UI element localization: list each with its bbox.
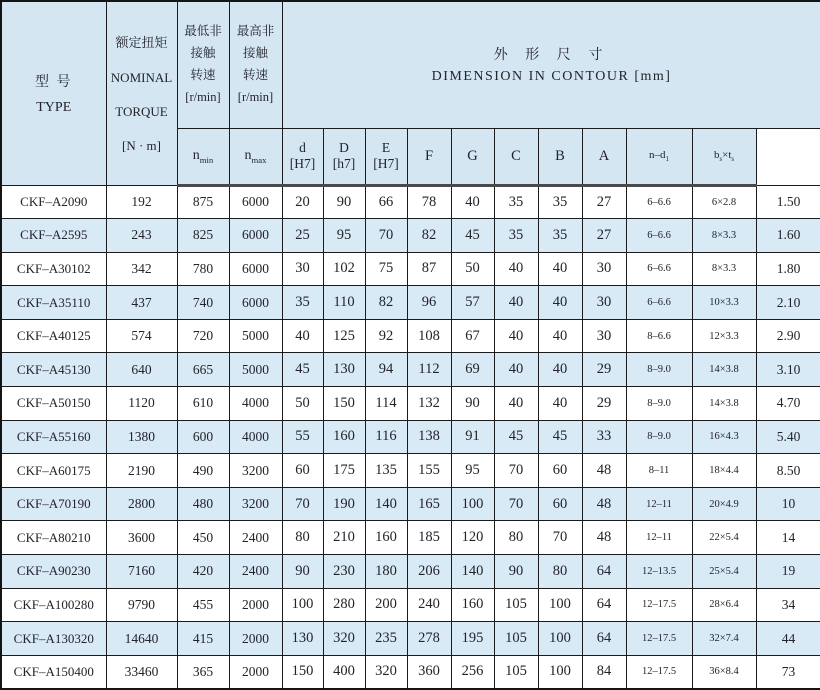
- cell-d: 70: [282, 487, 323, 521]
- header-torque: [106, 1, 177, 185]
- cell-C: 40: [494, 286, 538, 320]
- cell-B: 35: [538, 185, 582, 219]
- cell-G: 50: [451, 252, 494, 286]
- cell-model: CKF–A90230: [1, 555, 106, 589]
- cell-C: 105: [494, 588, 538, 622]
- cell-E: 180: [365, 555, 407, 589]
- cell-d: 55: [282, 420, 323, 454]
- cell-C: 35: [494, 185, 538, 219]
- cell-C: 70: [494, 454, 538, 488]
- cell-D: 110: [323, 286, 365, 320]
- cell-n-d1: 6–6.6: [626, 286, 692, 320]
- cell-nmax: 2400: [229, 521, 282, 555]
- cell-A: 29: [582, 387, 626, 421]
- cell-nmax: 4000: [229, 420, 282, 454]
- cell-E: 75: [365, 252, 407, 286]
- cell-G: 256: [451, 655, 494, 689]
- cell-B: 35: [538, 219, 582, 253]
- table-row: [1, 655, 820, 689]
- cell-nmax: 6000: [229, 252, 282, 286]
- cell-bxt: 6×2.8: [692, 185, 756, 219]
- cell-weight: 4.70: [756, 387, 820, 421]
- header-torque-zh: 额定扭矩: [115, 35, 168, 51]
- cell-n-d1: 12–17.5: [626, 622, 692, 656]
- cell-nmin: 365: [177, 655, 229, 689]
- cell-nmax: 6000: [229, 185, 282, 219]
- cell-model: CKF–A150400: [1, 655, 106, 689]
- cell-nmin: 740: [177, 286, 229, 320]
- cell-A: 30: [582, 319, 626, 353]
- cell-D: 190: [323, 487, 365, 521]
- header-col-bxt: $b_s\times t_s$: [692, 128, 756, 185]
- cell-weight: 8.50: [756, 454, 820, 488]
- header-col-G: G: [451, 128, 494, 185]
- cell-model: CKF–A130320: [1, 622, 106, 656]
- cell-D: 125: [323, 319, 365, 353]
- cell-C: 35: [494, 219, 538, 253]
- cell-weight: 1.80: [756, 252, 820, 286]
- cell-n-d1: 8–6.6: [626, 319, 692, 353]
- table-header: [1, 1, 820, 185]
- header-type-en: TYPE: [36, 99, 72, 115]
- cell-E: 235: [365, 622, 407, 656]
- cell-E: 320: [365, 655, 407, 689]
- cell-A: 27: [582, 219, 626, 253]
- cell-bxt: 18×4.4: [692, 454, 756, 488]
- cell-nmin: 665: [177, 353, 229, 387]
- cell-D: 320: [323, 622, 365, 656]
- cell-n-d1: 6–6.6: [626, 252, 692, 286]
- cell-C: 70: [494, 487, 538, 521]
- table-row: [1, 454, 820, 488]
- cell-D: 90: [323, 185, 365, 219]
- cell-weight: 19: [756, 555, 820, 589]
- cell-F: 87: [407, 252, 451, 286]
- cell-F: 78: [407, 185, 451, 219]
- cell-nmin: 720: [177, 319, 229, 353]
- cell-weight: 1.50: [756, 185, 820, 219]
- cell-A: 64: [582, 622, 626, 656]
- header-col-nd1: $n-d_1$: [626, 128, 692, 185]
- header-torque-en2: TORQUE: [115, 103, 168, 119]
- cell-E: 140: [365, 487, 407, 521]
- cell-d: 130: [282, 622, 323, 656]
- table-body: [1, 185, 820, 689]
- cell-G: 69: [451, 353, 494, 387]
- cell-bxt: 22×5.4: [692, 521, 756, 555]
- cell-bxt: 32×7.4: [692, 622, 756, 656]
- cell-n-d1: 12–13.5: [626, 555, 692, 589]
- cell-model: CKF–A45130: [1, 353, 106, 387]
- header-col-A: A: [582, 128, 626, 185]
- cell-torque: 14640: [106, 622, 177, 656]
- cell-nmax: 3200: [229, 487, 282, 521]
- cell-bxt: 8×3.3: [692, 252, 756, 286]
- header-dimension: [282, 1, 820, 128]
- cell-D: 280: [323, 588, 365, 622]
- cell-B: 40: [538, 252, 582, 286]
- cell-A: 48: [582, 521, 626, 555]
- cell-F: 155: [407, 454, 451, 488]
- cell-torque: 192: [106, 185, 177, 219]
- cell-B: 70: [538, 521, 582, 555]
- cell-weight: 73: [756, 655, 820, 689]
- header-nmin-unit: [r/min]: [185, 89, 221, 104]
- cell-n-d1: 8–11: [626, 454, 692, 488]
- cell-D: 95: [323, 219, 365, 253]
- header-nmax-unit: [r/min]: [237, 89, 274, 104]
- cell-model: CKF–A100280: [1, 588, 106, 622]
- cell-weight: 34: [756, 588, 820, 622]
- cell-nmin: 490: [177, 454, 229, 488]
- cell-nmax: 6000: [229, 286, 282, 320]
- cell-E: 116: [365, 420, 407, 454]
- cell-nmin: 825: [177, 219, 229, 253]
- cell-nmax: 3200: [229, 454, 282, 488]
- table-row: [1, 420, 820, 454]
- cell-F: 278: [407, 622, 451, 656]
- cell-nmin: 875: [177, 185, 229, 219]
- cell-torque: 33460: [106, 655, 177, 689]
- cell-G: 40: [451, 185, 494, 219]
- header-nmax-symbol: $n_{max}$: [229, 128, 282, 185]
- header-nmax-zh1: 最高非: [236, 24, 275, 38]
- cell-G: 90: [451, 387, 494, 421]
- cell-weight: 10: [756, 487, 820, 521]
- header-torque-unit: [N · m]: [122, 138, 161, 154]
- cell-G: 195: [451, 622, 494, 656]
- cell-n-d1: 12–11: [626, 521, 692, 555]
- cell-nmin: 610: [177, 387, 229, 421]
- cell-D: 400: [323, 655, 365, 689]
- cell-F: 240: [407, 588, 451, 622]
- cell-D: 210: [323, 521, 365, 555]
- cell-bxt: 14×3.8: [692, 387, 756, 421]
- table-row: [1, 521, 820, 555]
- cell-D: 130: [323, 353, 365, 387]
- cell-nmin: 450: [177, 521, 229, 555]
- cell-model: CKF–A55160: [1, 420, 106, 454]
- header-nmax-zh2: 接触: [242, 45, 268, 60]
- table-row: [1, 588, 820, 622]
- cell-C: 80: [494, 521, 538, 555]
- cell-torque: 2190: [106, 454, 177, 488]
- header-dimension-en: DIMENSION IN CONTOUR [mm]: [431, 69, 672, 85]
- cell-A: 64: [582, 555, 626, 589]
- cell-E: 94: [365, 353, 407, 387]
- header-col-d: d [H7]: [282, 128, 323, 185]
- header-col-E: E [H7]: [365, 128, 407, 185]
- cell-F: 82: [407, 219, 451, 253]
- cell-B: 40: [538, 387, 582, 421]
- cell-F: 165: [407, 487, 451, 521]
- cell-d: 40: [282, 319, 323, 353]
- cell-d: 60: [282, 454, 323, 488]
- cell-G: 140: [451, 555, 494, 589]
- cell-A: 84: [582, 655, 626, 689]
- header-nmax-zh3: 转速: [242, 67, 268, 82]
- cell-C: 40: [494, 387, 538, 421]
- cell-torque: 2800: [106, 487, 177, 521]
- cell-E: 66: [365, 185, 407, 219]
- cell-d: 35: [282, 286, 323, 320]
- cell-model: CKF–A50150: [1, 387, 106, 421]
- cell-B: 60: [538, 454, 582, 488]
- cell-weight: 14: [756, 521, 820, 555]
- cell-torque: 9790: [106, 588, 177, 622]
- cell-B: 100: [538, 655, 582, 689]
- cell-G: 67: [451, 319, 494, 353]
- header-col-B: B: [538, 128, 582, 185]
- cell-model: CKF–A2595: [1, 219, 106, 253]
- cell-torque: 1380: [106, 420, 177, 454]
- cell-d: 150: [282, 655, 323, 689]
- cell-A: 48: [582, 487, 626, 521]
- cell-torque: 7160: [106, 555, 177, 589]
- cell-E: 200: [365, 588, 407, 622]
- cell-E: 114: [365, 387, 407, 421]
- header-col-F: F: [407, 128, 451, 185]
- cell-B: 45: [538, 420, 582, 454]
- header-dimension-zh: 外 形 尺 寸: [493, 48, 610, 64]
- table-row: [1, 286, 820, 320]
- cell-B: 40: [538, 353, 582, 387]
- cell-B: 80: [538, 555, 582, 589]
- cell-bxt: 10×3.3: [692, 286, 756, 320]
- cell-torque: 1120: [106, 387, 177, 421]
- cell-nmin: 600: [177, 420, 229, 454]
- cell-model: CKF–A70190: [1, 487, 106, 521]
- cell-nmin: 415: [177, 622, 229, 656]
- cell-D: 175: [323, 454, 365, 488]
- header-nmin: [177, 1, 229, 128]
- cell-torque: 342: [106, 252, 177, 286]
- cell-weight: 5.40: [756, 420, 820, 454]
- header-nmin-symbol: $n_{min}$: [177, 128, 229, 185]
- cell-d: 30: [282, 252, 323, 286]
- cell-bxt: 25×5.4: [692, 555, 756, 589]
- cell-d: 90: [282, 555, 323, 589]
- cell-A: 64: [582, 588, 626, 622]
- header-type: [1, 1, 106, 185]
- cell-d: 45: [282, 353, 323, 387]
- cell-n-d1: 8–9.0: [626, 420, 692, 454]
- cell-E: 160: [365, 521, 407, 555]
- cell-F: 108: [407, 319, 451, 353]
- cell-bxt: 12×3.3: [692, 319, 756, 353]
- header-nmin-zh2: 接触: [190, 45, 216, 60]
- cell-C: 105: [494, 622, 538, 656]
- cell-nmax: 4000: [229, 387, 282, 421]
- cell-B: 40: [538, 319, 582, 353]
- table-row: [1, 387, 820, 421]
- cell-G: 160: [451, 588, 494, 622]
- cell-F: 185: [407, 521, 451, 555]
- cell-n-d1: 12–17.5: [626, 655, 692, 689]
- cell-D: 230: [323, 555, 365, 589]
- cell-n-d1: 8–9.0: [626, 387, 692, 421]
- table-row: [1, 487, 820, 521]
- cell-D: 102: [323, 252, 365, 286]
- cell-G: 45: [451, 219, 494, 253]
- cell-B: 100: [538, 622, 582, 656]
- cell-G: 95: [451, 454, 494, 488]
- cell-n-d1: 8–9.0: [626, 353, 692, 387]
- cell-nmax: 5000: [229, 319, 282, 353]
- cell-model: CKF–A30102: [1, 252, 106, 286]
- table-row: [1, 319, 820, 353]
- cell-nmin: 420: [177, 555, 229, 589]
- cell-torque: 3600: [106, 521, 177, 555]
- cell-n-d1: 12–17.5: [626, 588, 692, 622]
- cell-n-d1: 6–6.6: [626, 219, 692, 253]
- cell-C: 90: [494, 555, 538, 589]
- cell-nmax: 6000: [229, 219, 282, 253]
- table-row: [1, 555, 820, 589]
- cell-G: 91: [451, 420, 494, 454]
- cell-F: 206: [407, 555, 451, 589]
- cell-torque: 437: [106, 286, 177, 320]
- cell-A: 29: [582, 353, 626, 387]
- cell-E: 135: [365, 454, 407, 488]
- cell-A: 30: [582, 286, 626, 320]
- cell-A: 33: [582, 420, 626, 454]
- cell-model: CKF–A40125: [1, 319, 106, 353]
- cell-D: 150: [323, 387, 365, 421]
- cell-model: CKF–A35110: [1, 286, 106, 320]
- cell-nmax: 2400: [229, 555, 282, 589]
- cell-weight: 2.90: [756, 319, 820, 353]
- table-row: [1, 219, 820, 253]
- header-type-zh: 型 号: [35, 74, 73, 90]
- cell-G: 57: [451, 286, 494, 320]
- cell-B: 60: [538, 487, 582, 521]
- cell-G: 100: [451, 487, 494, 521]
- cell-weight: 2.10: [756, 286, 820, 320]
- cell-n-d1: 6–6.6: [626, 185, 692, 219]
- cell-nmin: 480: [177, 487, 229, 521]
- cell-bxt: 16×4.3: [692, 420, 756, 454]
- cell-nmax: 2000: [229, 622, 282, 656]
- cell-model: CKF–A60175: [1, 454, 106, 488]
- cell-torque: 574: [106, 319, 177, 353]
- cell-C: 40: [494, 353, 538, 387]
- table-row: [1, 353, 820, 387]
- cell-A: 30: [582, 252, 626, 286]
- cell-D: 160: [323, 420, 365, 454]
- cell-C: 40: [494, 252, 538, 286]
- table-row: [1, 622, 820, 656]
- cell-C: 45: [494, 420, 538, 454]
- cell-E: 92: [365, 319, 407, 353]
- cell-nmax: 2000: [229, 588, 282, 622]
- cell-F: 112: [407, 353, 451, 387]
- header-torque-en1: NOMINAL: [110, 69, 173, 85]
- cell-B: 100: [538, 588, 582, 622]
- cell-d: 25: [282, 219, 323, 253]
- cell-torque: 640: [106, 353, 177, 387]
- cell-bxt: 28×6.4: [692, 588, 756, 622]
- cell-A: 27: [582, 185, 626, 219]
- cell-n-d1: 12–11: [626, 487, 692, 521]
- cell-nmin: 780: [177, 252, 229, 286]
- cell-bxt: 8×3.3: [692, 219, 756, 253]
- cell-d: 50: [282, 387, 323, 421]
- cell-E: 70: [365, 219, 407, 253]
- table-row: [1, 185, 820, 219]
- cell-F: 132: [407, 387, 451, 421]
- cell-weight: 1.60: [756, 219, 820, 253]
- cell-F: 138: [407, 420, 451, 454]
- cell-weight: 44: [756, 622, 820, 656]
- header-col-D: D [h7]: [323, 128, 365, 185]
- cell-nmax: 5000: [229, 353, 282, 387]
- cell-torque: 243: [106, 219, 177, 253]
- cell-bxt: 36×8.4: [692, 655, 756, 689]
- cell-G: 120: [451, 521, 494, 555]
- cell-d: 80: [282, 521, 323, 555]
- header-nmax: [229, 1, 282, 128]
- cell-F: 360: [407, 655, 451, 689]
- header-nmin-zh1: 最低非: [184, 24, 222, 38]
- cell-B: 40: [538, 286, 582, 320]
- table-row: [1, 252, 820, 286]
- cell-model: CKF–A2090: [1, 185, 106, 219]
- cell-E: 82: [365, 286, 407, 320]
- header-col-C: C: [494, 128, 538, 185]
- cell-C: 105: [494, 655, 538, 689]
- cell-d: 100: [282, 588, 323, 622]
- cell-nmin: 455: [177, 588, 229, 622]
- cell-bxt: 20×4.9: [692, 487, 756, 521]
- cell-model: CKF–A80210: [1, 521, 106, 555]
- cell-F: 96: [407, 286, 451, 320]
- header-nmin-zh3: 转速: [190, 67, 216, 82]
- cell-d: 20: [282, 185, 323, 219]
- cell-A: 48: [582, 454, 626, 488]
- cell-nmax: 2000: [229, 655, 282, 689]
- cell-weight: 3.10: [756, 353, 820, 387]
- cell-bxt: 14×3.8: [692, 353, 756, 387]
- cell-C: 40: [494, 319, 538, 353]
